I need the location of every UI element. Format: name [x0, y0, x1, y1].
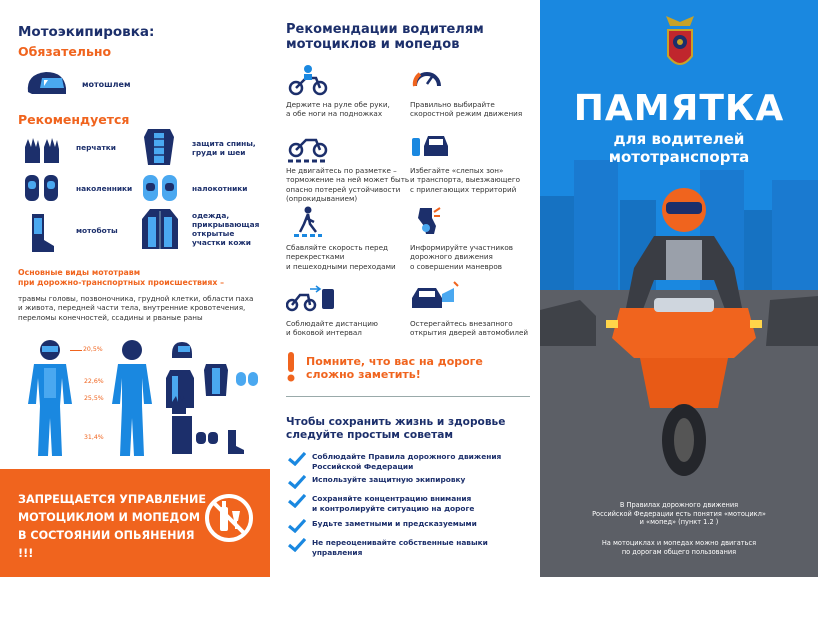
- checkmark-icon: [288, 538, 306, 552]
- tip-6-text: Информируйте участников дорожного движения о совершении маневров: [410, 243, 514, 271]
- no-alcohol-icon: [204, 493, 254, 543]
- knee-pads-icon: [22, 173, 62, 203]
- injuries-title-line-2: при дорожно-транспортных происшествиях –: [18, 278, 225, 287]
- boots-label: мотоботы: [76, 226, 118, 235]
- knee-pads-label: наколенники: [76, 184, 133, 193]
- boots-icon: [26, 212, 58, 254]
- pct-torso: 22,6%: [84, 378, 104, 385]
- roads-note: На мотоциклах и мопедах можно двигаться по дорогам общего пользования: [601, 539, 757, 556]
- gloves-label: перчатки: [76, 143, 116, 152]
- helmet-label: мотошлем: [82, 80, 131, 89]
- recommended-heading: Рекомендуется: [18, 112, 130, 127]
- recommendations-title-line-2: мотоциклов и мопедов: [286, 37, 460, 52]
- equipment-title: Мотоэкипировка:: [18, 24, 155, 40]
- rider-hands-icon: [288, 64, 328, 96]
- equipment-panel: [0, 0, 270, 577]
- divider: [286, 396, 530, 397]
- advice-title: Чтобы сохранить жизнь и здоровье следуйте простым советам: [286, 416, 506, 441]
- signal-rider-icon: [412, 204, 442, 236]
- tip-8-text: Остерегайтесь внезапного открытия дверей автомобилей: [410, 319, 529, 338]
- clothing-label: одежда, прикрывающая открытые участки кожи: [192, 211, 260, 247]
- distance-icon: [286, 283, 336, 313]
- injuries-text-line-2: и живота, передней части тела, внутренние кровотечения,: [18, 303, 246, 313]
- speedometer-icon: [412, 64, 442, 94]
- pct-pelvis: 25,5%: [84, 395, 104, 402]
- jacket-icon: [140, 207, 180, 251]
- pct-legs: 31,4%: [84, 434, 104, 441]
- road-marking-icon: [288, 130, 328, 164]
- checkmark-icon: [288, 519, 306, 533]
- exclamation-icon: [286, 352, 296, 382]
- pedestrian-crossing-icon: [294, 206, 322, 238]
- injuries-text-line-1: травмы головы, позвоночника, грудной клетки, области паха: [18, 294, 254, 303]
- gear-set-icon: [166, 340, 266, 460]
- rider-side-figure: [104, 338, 160, 462]
- pct-head: 20,5%: [83, 346, 103, 353]
- elbow-pads-icon: [140, 173, 180, 203]
- helmet-icon: [24, 68, 68, 98]
- alcohol-warning-text: ЗАПРЕЩАЕТСЯ УПРАВЛЕНИЕ МОТОЦИКЛОМ И МОПЕДОМ В СОСТОЯНИИ ОПЬЯНЕНИЯ !!!: [18, 493, 206, 560]
- rider-front-figure: [20, 338, 80, 462]
- injuries-title-line-1: Основные виды мототравм: [18, 268, 141, 277]
- elbow-pads-label: налокотники: [192, 184, 248, 193]
- rules-note: В Правилах дорожного движения Российской Федерации есть понятия «мотоцикл» и «мопед» (пункт 1.2 ): [592, 501, 766, 526]
- tip-5-text: Сбавляйте скорость перед перекрестками и пешеходными переходами: [286, 243, 396, 271]
- checkmark-icon: [288, 494, 306, 508]
- injuries-title: [18, 268, 224, 288]
- recommendations-title-line-1: Рекомендации водителям: [286, 22, 484, 37]
- recommendations-title: [286, 22, 484, 52]
- gloves-icon: [22, 135, 62, 165]
- cover-subtitle: для водителей мототранспорта: [608, 130, 750, 166]
- checkmark-icon: [288, 452, 306, 466]
- remember-text: Помните, что вас на дороге сложно заметить!: [306, 355, 483, 381]
- tip-4-text: Избегайте «слепых зон» и транспорта, выезжающего с прилегающих территорий: [410, 166, 521, 194]
- police-emblem-icon: [660, 12, 700, 78]
- car-door-icon: [410, 280, 460, 310]
- tip-1-text: Держите на руле обе руки, а обе ноги на подножках: [286, 100, 390, 119]
- alcohol-warning-box: [0, 469, 270, 577]
- tip-7-text: Соблюдайте дистанцию и боковой интервал: [286, 319, 378, 338]
- checkmark-icon: [288, 475, 306, 489]
- injuries-text: [18, 294, 268, 322]
- cover-title: ПАМЯТКА: [573, 88, 785, 129]
- back-protection-label: защита спины, груди и шеи: [192, 139, 256, 157]
- mandatory-heading: Обязательно: [18, 44, 112, 59]
- back-protector-icon: [140, 127, 178, 167]
- motorcyclist-illustration: [584, 188, 784, 480]
- injuries-text-line-3: переломы конечностей, ссадины и рваные раны: [18, 312, 203, 322]
- blind-spot-icon: [410, 130, 452, 160]
- tip-2-text: Правильно выбирайте скоростной режим движения: [410, 100, 523, 119]
- recommendations-panel: Рекомендации водителям мотоциклов и мопедов Держите на руле обе руки, а обе ноги на подножках Правильно выбирайте скоростной режим движения Не двигайтесь по разметке – торможение на ней может быть опасно потерей устойчивости (опрокидыванием) Избегайте «слепых зон» и транспорта, выезжающего с прилегающих территорий Сбавляйте скорость перед перекрестками и пешеходными переходами Информируйте участников дорожного движения о совершении маневров Соблюдайте дистанцию и боковой интервал Остерегайтесь внезапного открытия дверей автомобилей Помните, что вас на дороге сложно заметить! Чтобы сохранить жизнь и здоровье следуйте простым советам Соблюдайте Правила дорожного движения Российской Федерации Используйте защитную экипировку Сохраняйте концентрацию внимания и контролируйте ситуацию на дороге Будьте заметными и предсказуемыми Не переоценивайте собственные навыки управления: [270, 0, 540, 577]
- tip-3-text: Не двигайтесь по разметке – торможение на ней может быть опасно потерей устойчивости (опрокидыванием): [286, 166, 410, 203]
- cover-panel: [540, 0, 818, 577]
